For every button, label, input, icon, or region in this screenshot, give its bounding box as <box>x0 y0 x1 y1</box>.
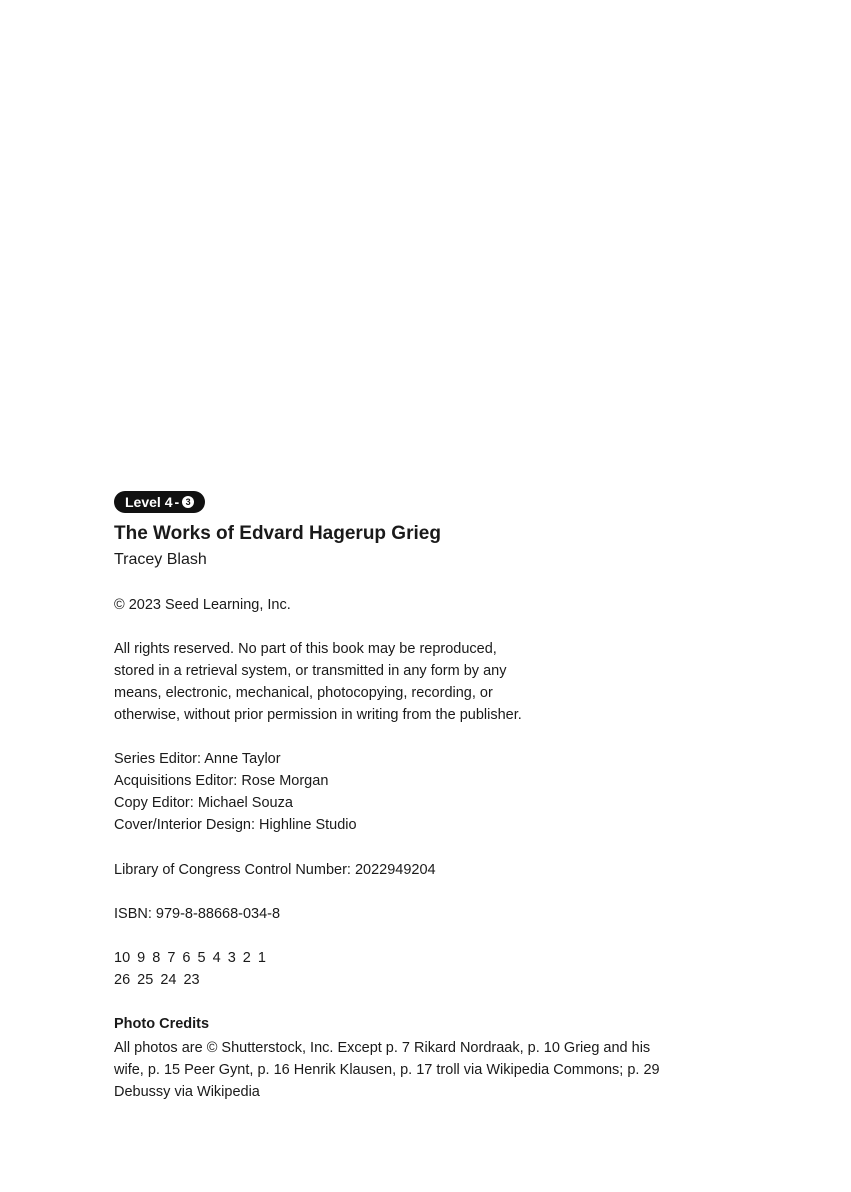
printing-line: 10 9 8 7 6 5 4 3 2 1 <box>114 950 266 966</box>
level-badge <box>114 491 205 513</box>
credit-line: Cover/Interior Design: Highline Studio <box>114 817 357 833</box>
rights-line: stored in a retrieval system, or transmitted in any form by any <box>114 663 507 679</box>
printing-line: 26 25 24 23 <box>114 972 200 988</box>
book-author: Tracey Blash <box>114 551 207 568</box>
isbn: ISBN: 979-8-88668-034-8 <box>114 906 281 922</box>
rights-line: All rights reserved. No part of this book may be reproduced, <box>114 641 497 657</box>
editorial-credits <box>114 748 734 836</box>
credit-line: Acquisitions Editor: Rose Morgan <box>114 773 329 789</box>
level-label: Level 4 <box>125 494 173 510</box>
photo-credits-line: wife, p. 15 Peer Gynt, p. 16 Henrik Klausen, p. 17 troll via Wikipedia Commons; p. 29 <box>114 1062 660 1078</box>
rights-line: means, electronic, mechanical, photocopying, recording, or <box>114 685 493 701</box>
book-title: The Works of Edvard Hagerup Grieg <box>114 523 441 544</box>
copyright-notice: © 2023 Seed Learning, Inc. <box>114 597 291 613</box>
printing-numbers <box>114 947 734 991</box>
credit-line: Series Editor: Anne Taylor <box>114 751 281 767</box>
credit-line: Copy Editor: Michael Souza <box>114 795 293 811</box>
photo-credits-text <box>114 1037 734 1103</box>
rights-line: otherwise, without prior permission in writing from the publisher. <box>114 707 522 723</box>
level-number-circle: 3 <box>182 496 194 508</box>
photo-credits-heading: Photo Credits <box>114 1016 210 1032</box>
copyright-page <box>114 491 734 1103</box>
rights-statement <box>114 638 734 726</box>
photo-credits-line: All photos are © Shutterstock, Inc. Except p. 7 Rikard Nordraak, p. 10 Grieg and his <box>114 1040 651 1056</box>
lccn: Library of Congress Control Number: 2022949204 <box>114 862 436 878</box>
level-dash: - <box>174 494 180 510</box>
photo-credits-line: Debussy via Wikipedia <box>114 1084 260 1100</box>
